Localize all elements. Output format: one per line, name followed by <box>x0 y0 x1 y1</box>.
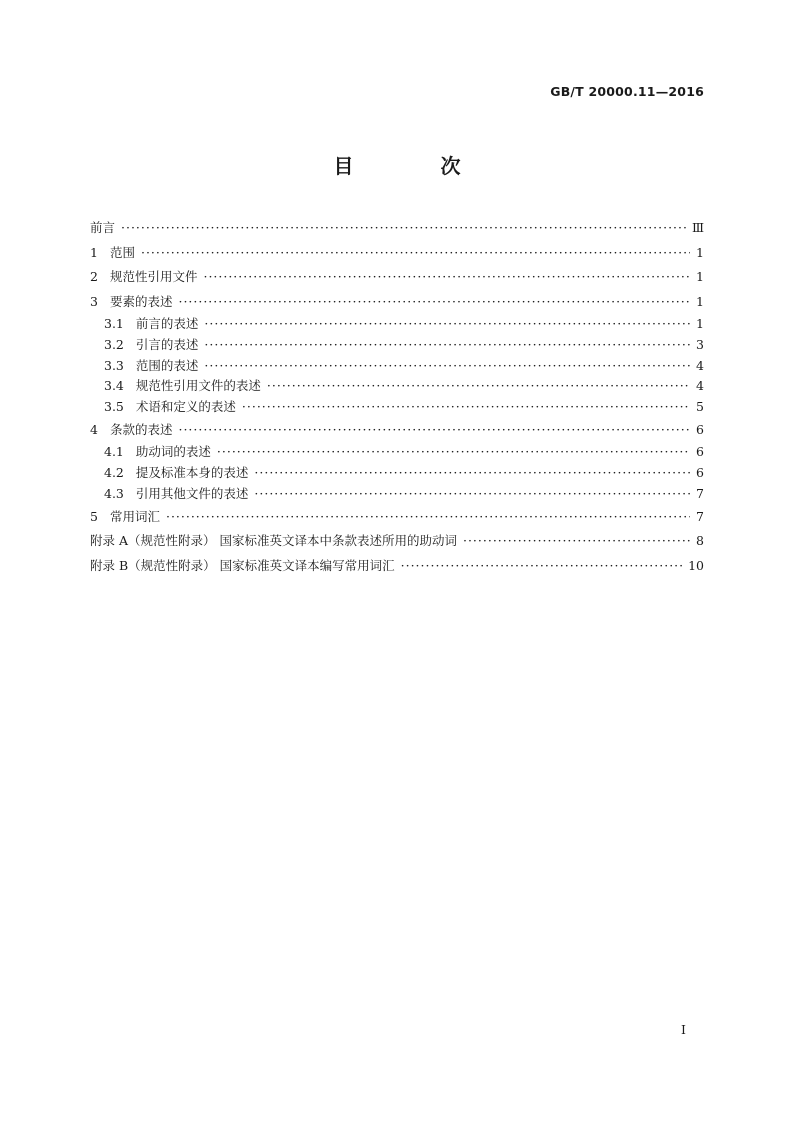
toc-leader-dots <box>254 484 690 505</box>
toc-leader-dots <box>178 418 690 443</box>
toc-entry-label <box>90 216 115 241</box>
toc-entry-label <box>90 505 160 530</box>
toc-leader-dots <box>204 335 690 356</box>
toc-entry-page: Ⅲ <box>691 220 704 235</box>
toc-entry-label <box>104 356 198 377</box>
toc-entry-number: 4 <box>90 421 98 437</box>
toc-entry-number: 3.4 <box>104 378 124 394</box>
toc-entry[interactable] <box>90 241 704 266</box>
toc-leader-dots <box>141 241 690 266</box>
toc-leader-dots <box>203 265 690 290</box>
toc-entry[interactable] <box>90 335 704 356</box>
toc-entry-label <box>90 529 457 554</box>
toc-entry-text: 前言的表述 <box>135 316 199 331</box>
toc-entry[interactable] <box>90 376 704 397</box>
toc-entry-number: 3.5 <box>104 399 124 415</box>
toc-leader-dots <box>401 554 682 579</box>
toc-entry-label <box>104 314 198 335</box>
toc-entry[interactable] <box>90 397 704 418</box>
toc-entry-text: 要素的表述 <box>109 293 173 309</box>
toc-entry-page: 5 <box>696 399 704 415</box>
toc-entry-page: 6 <box>696 421 704 437</box>
toc-entry-number: 2 <box>90 269 98 284</box>
toc-entry-label <box>104 376 261 397</box>
toc-entry-text: 范围的表述 <box>135 357 199 373</box>
toc-entry-label <box>90 241 135 266</box>
toc-entry[interactable] <box>90 314 704 335</box>
toc-entry-number: 3 <box>90 293 98 309</box>
toc-entry-text: 术语和定义的表述 <box>135 399 236 415</box>
toc-entry-text: 范围 <box>109 244 135 260</box>
toc-entry-number: 4.1 <box>104 444 124 460</box>
toc-entry-page: 8 <box>696 533 704 549</box>
toc-entry-text: 规范性引用文件 <box>109 269 198 284</box>
toc-entry-label <box>90 265 197 290</box>
toc-entry-text: 助动词的表述 <box>135 444 211 460</box>
toc-leader-dots <box>254 463 690 484</box>
toc-entry-label <box>90 418 172 443</box>
toc-entry-page: 1 <box>696 293 704 309</box>
toc-entry-number: 3.2 <box>104 336 124 352</box>
toc-entry-label <box>104 463 248 484</box>
toc-entry-number: 1 <box>90 244 98 260</box>
toc-entry-label <box>90 554 395 579</box>
toc-entry[interactable] <box>90 463 704 484</box>
toc-entry[interactable] <box>90 356 704 377</box>
toc-entry-text: 规范性引用文件的表述 <box>135 378 261 394</box>
toc-entry-number: 5 <box>90 508 98 524</box>
toc-entry[interactable] <box>90 290 704 315</box>
toc-leader-dots <box>217 442 690 463</box>
page-title: 目 次 <box>333 154 501 178</box>
toc-entry[interactable] <box>90 554 704 579</box>
toc-entry-page: 1 <box>696 316 704 331</box>
toc-leader-dots <box>267 376 690 397</box>
toc-entry-page: 4 <box>696 357 704 373</box>
toc-entry-text: 引言的表述 <box>135 336 199 352</box>
toc-leader-dots <box>463 529 690 554</box>
toc-entry-page: 7 <box>696 508 704 524</box>
standard-code: GB/T 20000.11—2016 <box>550 84 704 99</box>
toc-leader-dots <box>121 216 686 241</box>
toc-entry-page: 6 <box>696 465 704 481</box>
toc-leader-dots <box>178 290 690 315</box>
toc-entry-text: 提及标准本身的表述 <box>135 465 249 481</box>
toc-entry-number: 3.3 <box>104 357 124 373</box>
toc-leader-dots <box>166 505 690 530</box>
toc-entry-label <box>104 335 198 356</box>
toc-entry[interactable] <box>90 505 704 530</box>
page-number: I <box>681 1022 686 1037</box>
toc-entry-page: 1 <box>696 269 704 284</box>
toc-leader-dots <box>204 356 690 377</box>
toc-entry[interactable] <box>90 418 704 443</box>
toc-entry-page: 10 <box>688 557 704 573</box>
toc-entry-text: 附录 B（规范性附录） 国家标准英文译本编写常用词汇 <box>90 557 395 573</box>
toc-entry-page: 1 <box>696 244 704 260</box>
toc-entry-label <box>90 290 172 315</box>
toc-entry-page: 3 <box>696 336 704 352</box>
toc-entry-label <box>104 442 211 463</box>
toc-entry-page: 4 <box>696 378 704 394</box>
toc-entry-text: 引用其他文件的表述 <box>135 486 249 502</box>
toc-entry-page: 6 <box>696 444 704 460</box>
toc-entry-text: 条款的表述 <box>109 421 173 437</box>
toc-entry[interactable] <box>90 216 704 241</box>
toc-entry[interactable] <box>90 484 704 505</box>
toc-leader-dots <box>204 314 690 335</box>
toc-entry-number: 4.2 <box>104 465 124 481</box>
table-of-contents <box>90 216 704 578</box>
toc-entry[interactable] <box>90 442 704 463</box>
toc-entry-label <box>104 397 236 418</box>
toc-leader-dots <box>242 397 690 418</box>
toc-entry[interactable] <box>90 265 704 290</box>
toc-entry-number: 3.1 <box>104 316 124 331</box>
toc-entry-text: 附录 A（规范性附录） 国家标准英文译本中条款表述所用的助动词 <box>90 533 457 549</box>
toc-entry[interactable] <box>90 529 704 554</box>
toc-entry-label <box>104 484 248 505</box>
toc-entry-number: 4.3 <box>104 486 124 502</box>
toc-entry-text: 常用词汇 <box>109 508 160 524</box>
toc-entry-page: 7 <box>696 486 704 502</box>
toc-entry-text: 前言 <box>90 220 116 235</box>
